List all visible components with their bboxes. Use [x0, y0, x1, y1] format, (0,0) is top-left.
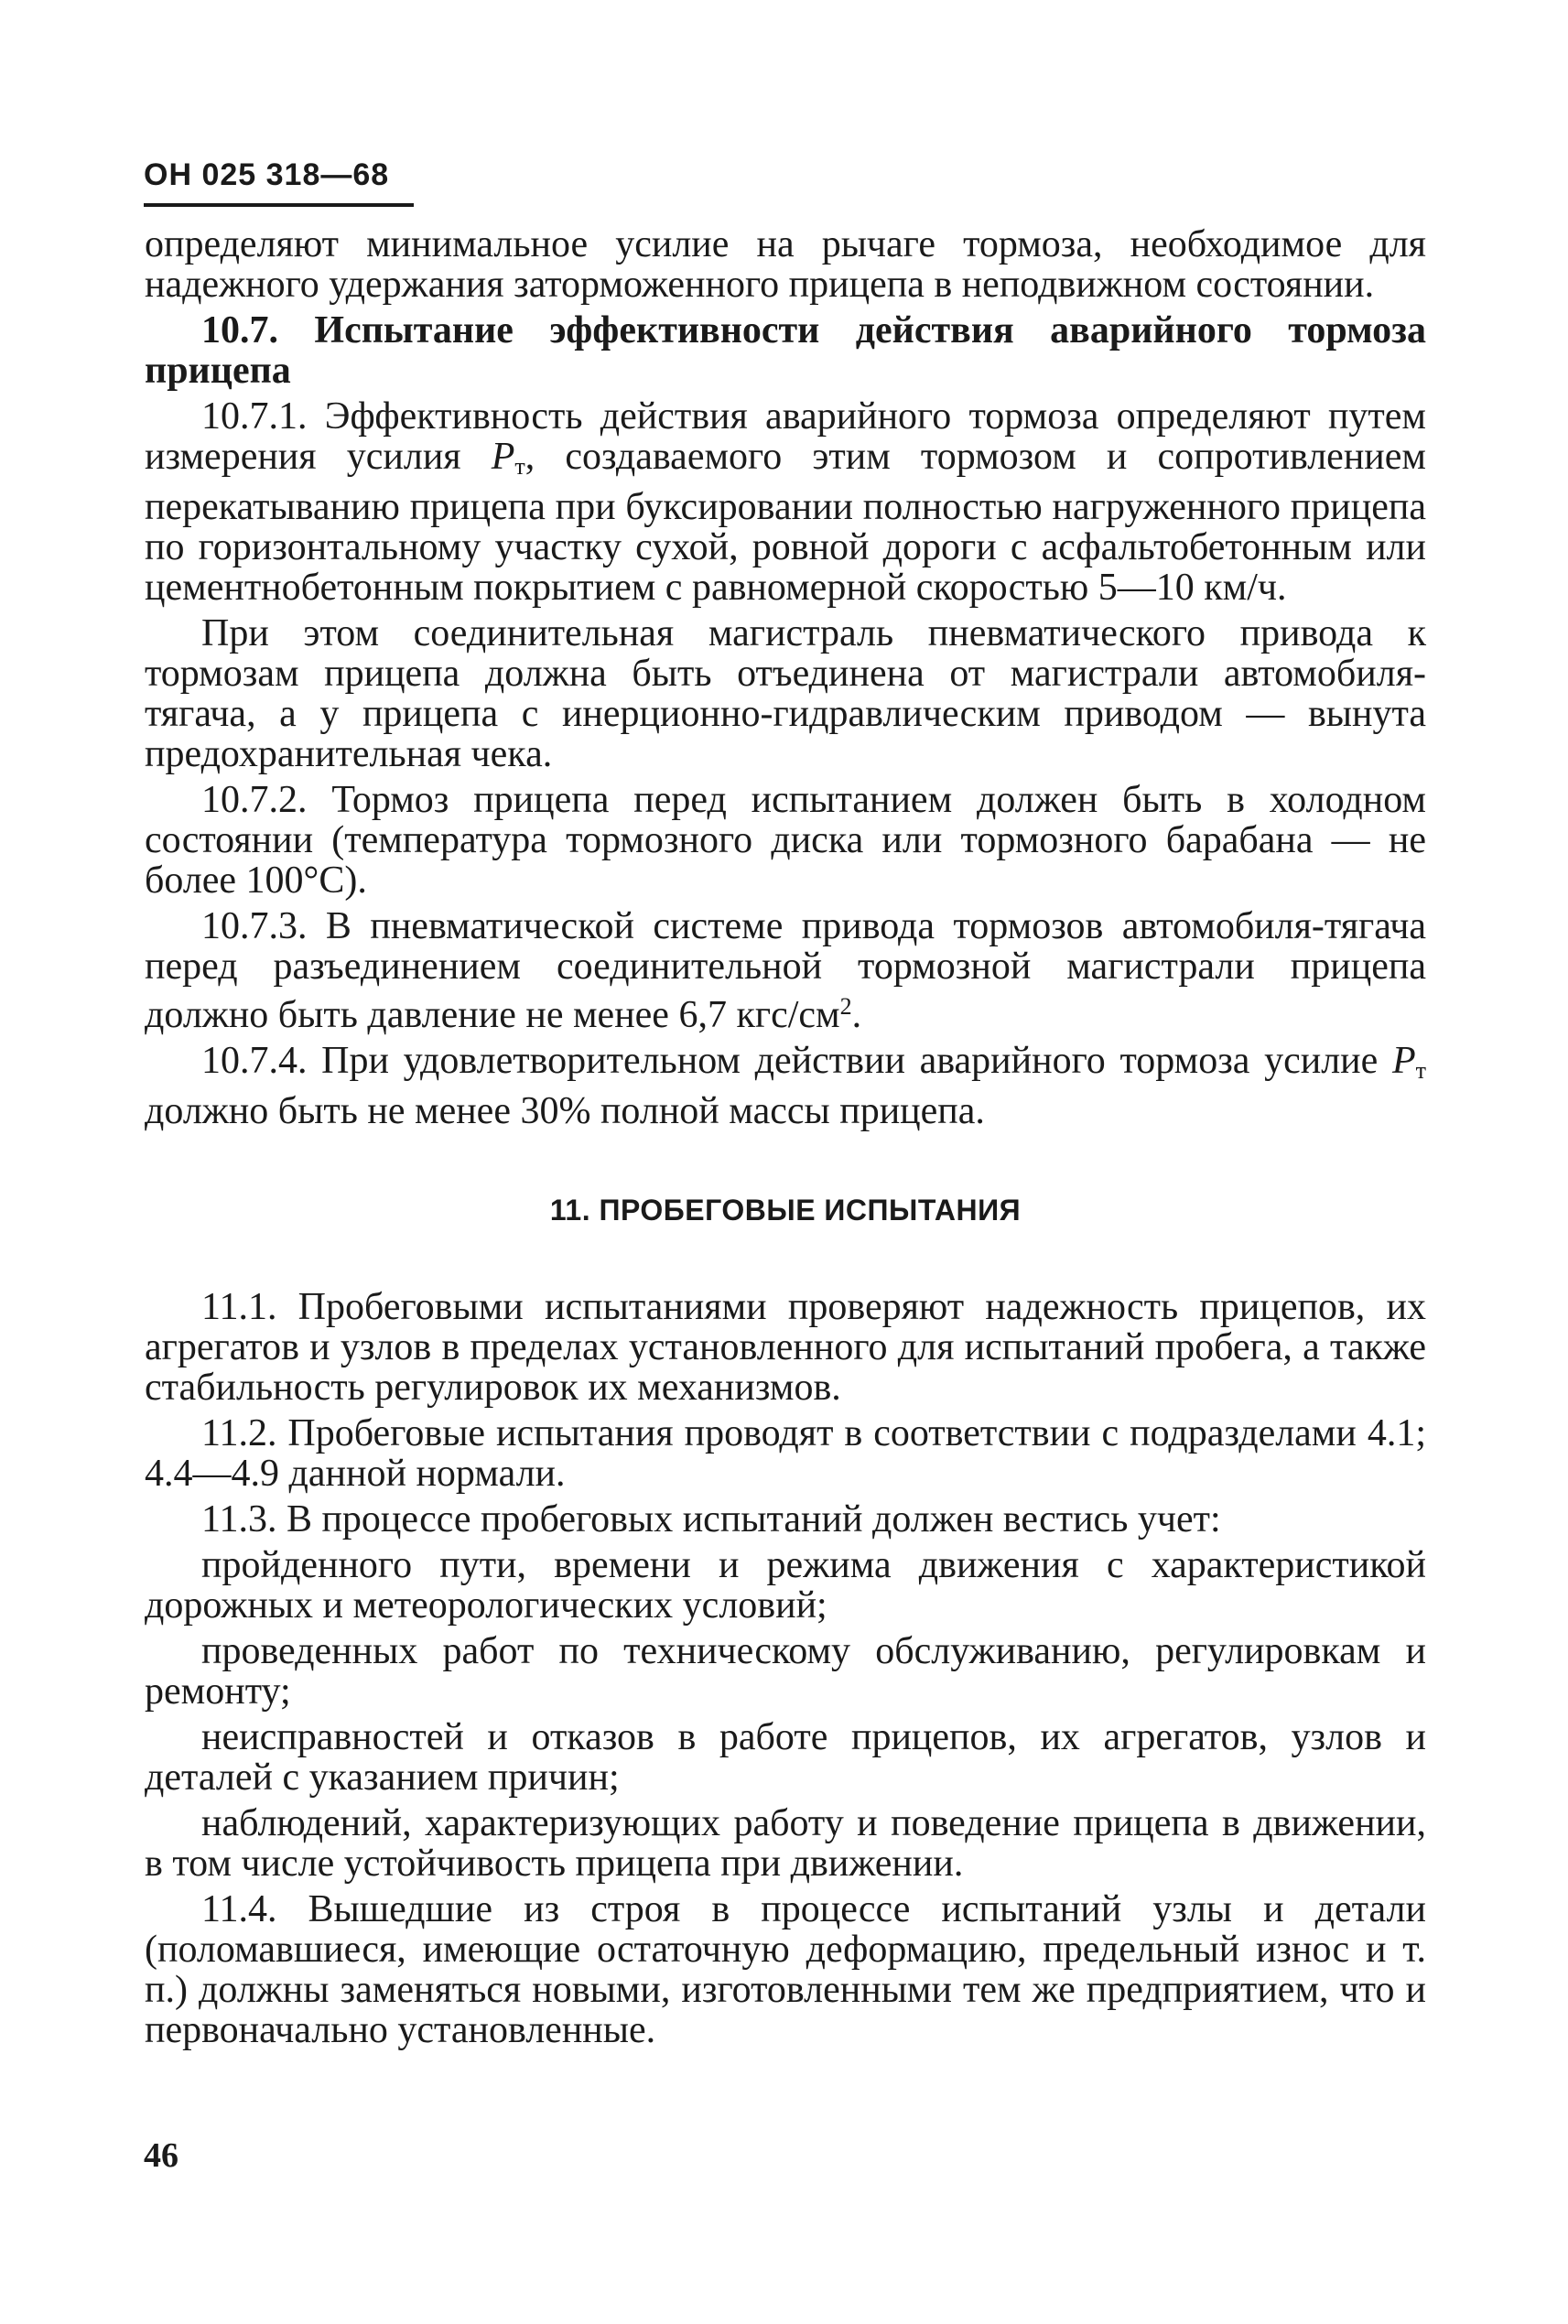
list-item-11-3-d: наблюдений, характеризующих работу и поведение прицепа в движении, в том числе устойчивость прицепа при движении. — [145, 1802, 1426, 1885]
unit-superscript: 2 — [839, 993, 852, 1020]
body-text — [145, 224, 1426, 2056]
paragraph-10-7-3 — [145, 906, 1426, 1035]
list-item-11-3-a: пройденного пути, времени и режима движения с характеристикой дорожных и метеорологических условий; — [145, 1544, 1426, 1627]
paragraph-10-7-1-continued: При этом соединительная магистраль пневматического привода к тормозам прицепа должна быть отъединена от магистрали автомобиля-тягача, а у прицепа с инерционно-гидравлическим приводом — вынута предохранительная чека. — [145, 612, 1426, 775]
paragraph-10-7-4-start: 10.7.4. При удовлетворительном действии аварийного тормоза усилие — [201, 1040, 1392, 1082]
header-underline — [144, 203, 414, 207]
list-item-11-3-b: проведенных работ по техническому обслуживанию, регулировкам и ремонту; — [145, 1630, 1426, 1713]
page-number: 46 — [144, 2136, 178, 2175]
force-subscript: т — [514, 453, 525, 480]
paragraph-11-3: 11.3. В процессе пробеговых испытаний должен вестись учет: — [201, 1498, 1221, 1540]
paragraph-continuation: определяют минимальное усилие на рычаге тормоза, необходимое для надежного удержания заторможенного прицепа в неподвижном состоянии. — [145, 223, 1426, 306]
paragraph-11-1: 11.1. Пробеговыми испытаниями проверяют надежность прицепов, их агрегатов и узлов в пределах установленного для испытаний пробега, а также стабильность регулировок их механизмов. — [145, 1286, 1426, 1409]
section-11-title: 11. ПРОБЕГОВЫЕ ИСПЫТАНИЯ — [549, 1194, 1022, 1227]
list-item-11-3-c: неисправностей и отказов в работе прицепов, их агрегатов, узлов и деталей с указанием причин; — [145, 1716, 1426, 1799]
paragraph-10-7-3-text: 10.7.3. В пневматической системе привода тормозов автомобиля-тягача перед разъединением соединительной тормозной магистрали прицепа должно быть давление не менее 6,7 кгс/см — [145, 905, 1426, 1036]
paragraph-10-7-4 — [145, 1041, 1426, 1131]
paragraph-10-7-1-start: 10.7.1. Эффективность действия аварийного тормоза определяют путем измерения усилия — [145, 395, 1426, 478]
heading-10-7: 10.7. Испытание эффективности действия аварийного тормоза прицепа — [145, 309, 1426, 392]
paragraph-10-7-2: 10.7.2. Тормоз прицепа перед испытанием должен быть в холодном состоянии (температура тормозного диска или тормозного барабана — не более 100°C). — [145, 779, 1426, 902]
paragraph-10-7-1 — [145, 396, 1426, 608]
force-symbol: P — [491, 436, 515, 478]
paragraph-10-7-3-end: . — [851, 994, 862, 1036]
paragraph-10-7-4-end: должно быть не менее 30% полной массы прицепа. — [145, 1090, 985, 1132]
force-subscript: т — [1415, 1057, 1426, 1084]
paragraph-10-7-1-end: , создаваемого этим тормозом и сопротивлением перекатыванию прицепа при буксировании полностью нагруженного прицепа по горизонтальному участку сухой, ровной дороги с асфальтобетонным или цементнобетонным покрытием с равномерной скоростью 5—10 км/ч. — [145, 436, 1426, 609]
document-code-header: ОН 025 318—68 — [144, 157, 390, 192]
paragraph-11-4: 11.4. Вышедшие из строя в процессе испытаний узлы и детали (поломавшиеся, имеющие остаточную деформацию, предельный износ и т. п.) должны заменяться новыми, изготовленными тем же предприятием, что и первоначально установленные. — [145, 1888, 1426, 2051]
force-symbol: P — [1391, 1040, 1416, 1082]
paragraph-11-2: 11.2. Пробеговые испытания проводят в соответствии с подразделами 4.1; 4.4—4.9 данной нормали. — [145, 1412, 1426, 1495]
